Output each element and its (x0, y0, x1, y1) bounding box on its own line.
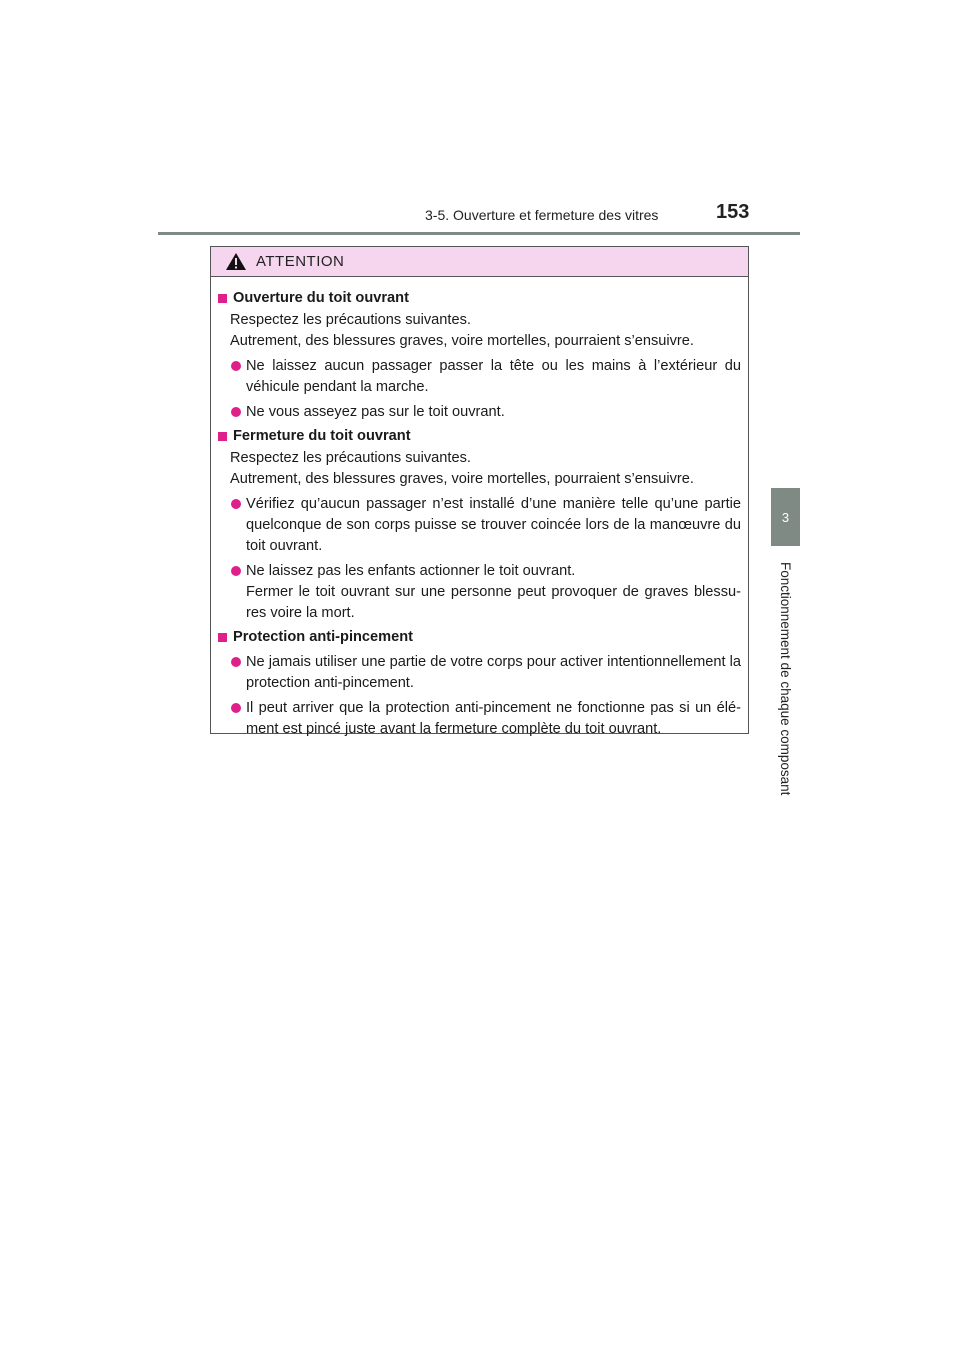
chapter-title: Fonctionnement de chaque composant (778, 562, 793, 796)
section-title: Protection anti-pincement (233, 629, 414, 645)
warning-section (218, 627, 741, 740)
chapter-side-label (771, 548, 800, 810)
list-item (218, 652, 741, 694)
section-heading-row (218, 627, 741, 648)
square-bullet-icon (218, 294, 227, 303)
list-item (218, 402, 741, 423)
list-item (218, 698, 741, 740)
chapter-tab: 3 (771, 488, 800, 546)
circle-bullet-icon (231, 566, 241, 576)
section-title: Fermeture du toit ouvrant (233, 428, 411, 444)
intro-line: Respectez les précautions suivantes. (230, 312, 471, 328)
intro-line: Autrement, des blessures graves, voire mortelles, pourraient s’ensuivre. (230, 471, 694, 487)
bullet-text: Ne laissez aucun passager passer la tête ou les mains à l’extérieur du véhicule pendant la marche. (246, 358, 741, 395)
bullet-text (246, 561, 741, 624)
warning-triangle-icon (225, 252, 247, 271)
circle-bullet-icon (231, 657, 241, 667)
circle-bullet-icon (231, 703, 241, 713)
circle-bullet-icon (231, 361, 241, 371)
warning-body (211, 277, 748, 740)
bullet-text: Vérifiez qu’aucun passager n’est installé d’une manière telle qu’une partie quelconque de son corps puisse se trouver coincée lors de la manœuvre du toit ouvrant. (246, 496, 741, 554)
square-bullet-icon (218, 633, 227, 642)
page-number: 153 (716, 201, 750, 223)
warning-section (218, 426, 741, 624)
bullet-line: Ne laissez pas les enfants actionner le toit ouvrant. (246, 563, 576, 579)
header-divider (158, 232, 800, 235)
warning-section (218, 288, 741, 423)
intro-line: Autrement, des blessures graves, voire mortelles, pourraient s’ensuivre. (230, 333, 694, 349)
bullet-line: Fermer le toit ouvrant sur une personne peut provoquer de graves blessu-res voire la mort. (246, 584, 741, 621)
section-title: Ouverture du toit ouvrant (233, 290, 409, 306)
circle-bullet-icon (231, 499, 241, 509)
intro-line: Respectez les précautions suivantes. (230, 450, 471, 466)
section-heading-row (218, 426, 741, 447)
warning-header (211, 247, 748, 277)
running-header-section: 3-5. Ouverture et fermeture des vitres (425, 207, 659, 223)
circle-bullet-icon (231, 407, 241, 417)
list-item (218, 561, 741, 624)
warning-title: ATTENTION (256, 253, 345, 270)
list-item (218, 494, 741, 557)
bullet-text: Ne jamais utiliser une partie de votre corps pour activer intentionnellement la protection anti-pincement. (246, 654, 741, 691)
square-bullet-icon (218, 432, 227, 441)
section-heading-row (218, 288, 741, 309)
warning-box (210, 246, 749, 737)
bullet-text: Ne vous asseyez pas sur le toit ouvrant. (246, 404, 505, 420)
bullet-text: Il peut arriver que la protection anti-pincement ne fonctionne pas si un élé-ment est pincé juste avant la fermeture complète du toit ouvrant. (246, 700, 741, 737)
list-item (218, 356, 741, 398)
